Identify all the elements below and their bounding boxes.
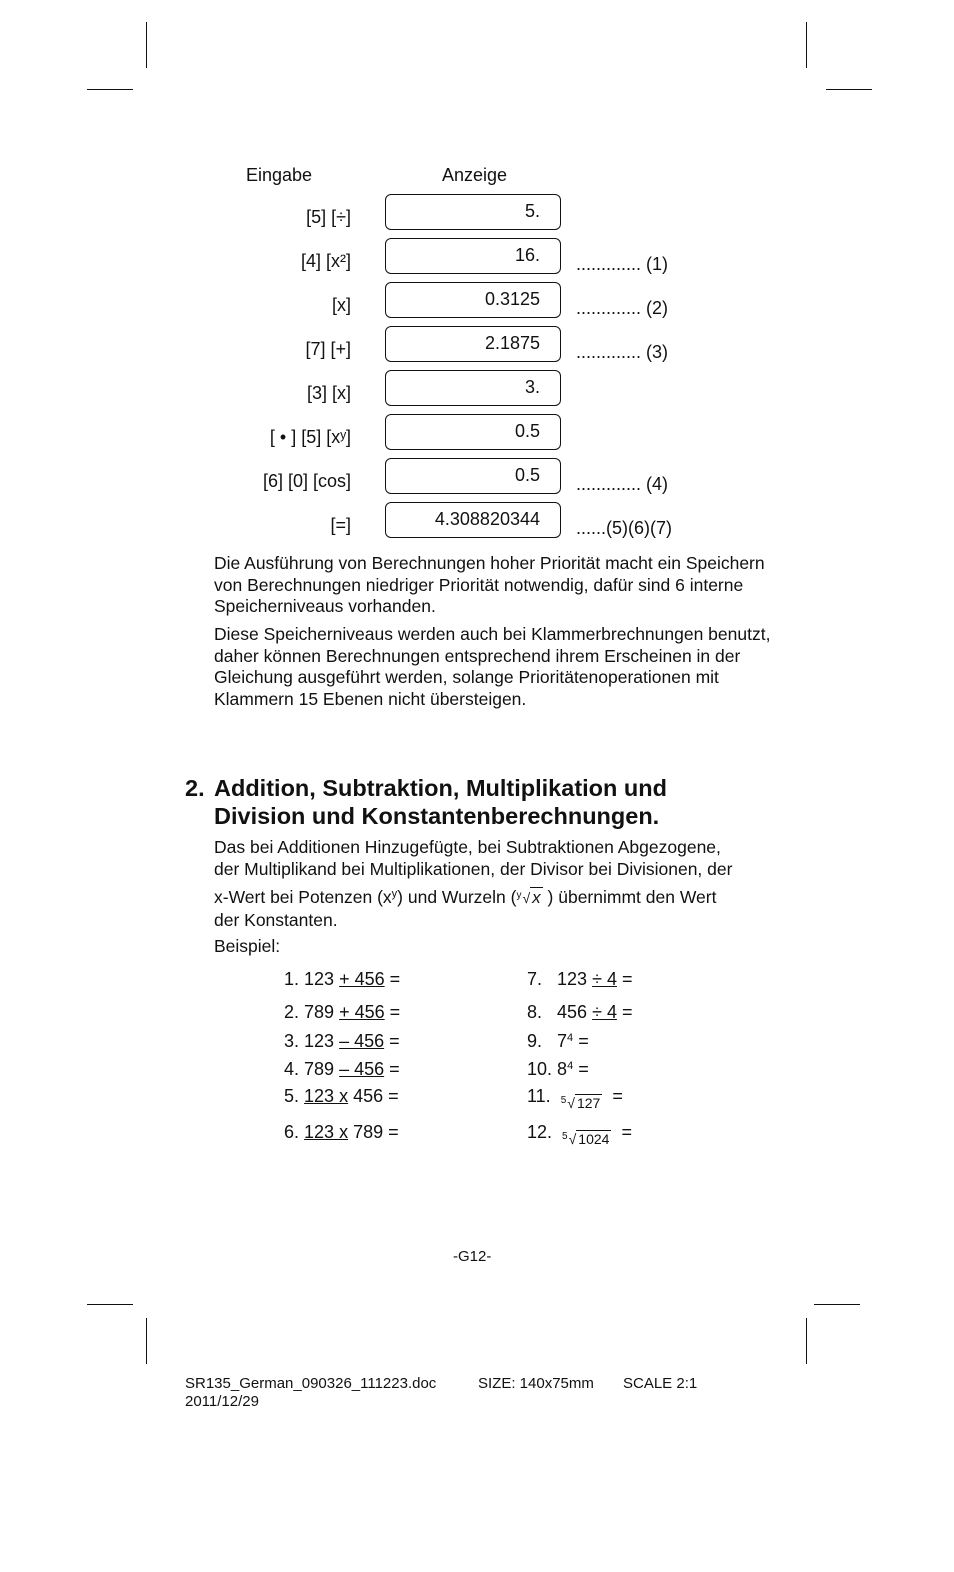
- text-line: Das bei Additionen Hinzugefügte, bei Subtraktionen Abgezogene,: [214, 837, 721, 857]
- equals: =: [389, 1059, 400, 1079]
- crop-mark: [814, 1304, 860, 1305]
- example-9: [527, 1031, 589, 1052]
- key-entry: [4] [x²]: [300, 251, 351, 271]
- operand: 456: [353, 1086, 384, 1106]
- footer-date: 2011/12/29: [185, 1393, 259, 1410]
- example-number: 11.: [527, 1086, 551, 1106]
- crop-mark: [87, 1304, 133, 1305]
- constant-operation: + 456: [339, 1002, 385, 1022]
- example-number: 12.: [527, 1122, 553, 1142]
- operand: 123: [304, 1031, 335, 1051]
- constant-operation: + 456: [339, 969, 385, 989]
- example-3: [284, 1031, 400, 1052]
- step-note: ......(5)(6)(7): [576, 518, 673, 538]
- display-value: 4.308820344: [434, 509, 540, 529]
- step-note: ............. (2): [576, 298, 669, 318]
- section-title-line2: Division und Konstantenberechnungen.: [214, 803, 660, 829]
- operand: 123: [557, 969, 588, 989]
- equals: =: [389, 969, 401, 989]
- step-note: ............. (1): [576, 254, 669, 274]
- display-value: 2.1875: [484, 333, 540, 353]
- page-number: -G12-: [453, 1248, 492, 1265]
- constant-operation: 123 x: [304, 1122, 349, 1142]
- root-index: y: [516, 890, 522, 901]
- example-number: 10.: [527, 1059, 553, 1079]
- display-value: 16.: [514, 245, 540, 265]
- example-5: [284, 1086, 399, 1107]
- equals: =: [622, 969, 633, 989]
- example-12: [527, 1122, 632, 1147]
- text-fragment: x-Wert bei Potenzen (x: [214, 887, 392, 907]
- operand: 456: [557, 1002, 588, 1022]
- base: 7: [557, 1031, 568, 1051]
- example-number: 6.: [284, 1122, 300, 1142]
- example-number: 4.: [284, 1059, 300, 1079]
- equals: =: [578, 1031, 589, 1051]
- radicand: 1024: [578, 1131, 610, 1147]
- example-label: Beispiel:: [214, 936, 281, 956]
- key-entry: [5] [÷]: [306, 207, 351, 227]
- display-value: 0.3125: [484, 289, 540, 309]
- key-entry: [3] [x]: [306, 383, 351, 403]
- example-number: 5.: [284, 1086, 300, 1106]
- crop-mark: [146, 1318, 147, 1364]
- equals: =: [612, 1086, 623, 1106]
- constant-operation: ÷ 4: [592, 1002, 617, 1022]
- operand: 123: [304, 969, 335, 989]
- footer-scale: SCALE 2:1: [623, 1375, 698, 1392]
- equals: =: [388, 1122, 399, 1142]
- example-6: [284, 1122, 399, 1143]
- paragraph-constants: [214, 837, 794, 931]
- display-box: [385, 282, 561, 318]
- base: 8: [557, 1059, 568, 1079]
- constant-operation: – 456: [339, 1031, 385, 1051]
- example-number: 9.: [527, 1031, 543, 1051]
- text-line: der Konstanten.: [214, 909, 338, 930]
- example-7: [527, 969, 633, 990]
- key-entry: [=]: [330, 515, 351, 535]
- constant-operation: 123 x: [304, 1086, 349, 1106]
- crop-mark: [146, 22, 147, 68]
- footer-size: SIZE: 140x75mm: [478, 1375, 594, 1392]
- exponent: 4: [567, 1060, 574, 1072]
- text-line: [214, 884, 794, 910]
- example-11: [527, 1086, 623, 1111]
- root-symbol: $^y$√ x: [516, 888, 541, 907]
- root-index: 5: [562, 1131, 568, 1142]
- crop-mark: [87, 89, 133, 90]
- section-title-line1: Addition, Subtraktion, Multiplikation und: [214, 775, 667, 801]
- paragraph-memory-levels: Diese Speicherniveaus werden auch bei Klammerbrechnungen benutzt, daher können Berechnungen entsprechend ihrem Erscheinen in der Gleichung ausgeführt werden, solange Prioritätenoperationen mit Klammern 15 Ebenen nicht übersteigen.: [214, 624, 771, 709]
- example-number: 3.: [284, 1031, 300, 1051]
- key-entry: [6] [0] [cos]: [262, 471, 351, 491]
- text-fragment: ) übernimmt den Wert: [547, 887, 717, 907]
- display-box: [385, 370, 561, 406]
- equals: =: [389, 1031, 400, 1051]
- key-entry: [7] [+]: [305, 339, 351, 359]
- superscript: y: [391, 888, 398, 900]
- example-1: [284, 969, 400, 990]
- column-header-input: Eingabe: [246, 165, 313, 185]
- radicand: 127: [576, 1095, 601, 1111]
- crop-mark: [806, 1318, 807, 1364]
- equals: =: [621, 1122, 632, 1142]
- example-10: [527, 1059, 589, 1080]
- footer-filename: SR135_German_090326_111223.doc: [185, 1375, 437, 1392]
- crop-mark: [806, 22, 807, 68]
- key-entry: [x]: [331, 295, 351, 315]
- display-box: [385, 238, 561, 274]
- display-value: 5.: [524, 201, 540, 221]
- step-note: ............. (4): [576, 474, 669, 494]
- example-2: [284, 1002, 400, 1023]
- display-box: [385, 414, 561, 450]
- paragraph-priority: Die Ausführung von Berechnungen hoher Priorität macht ein Speichern von Berechnungen niedriger Priorität notwendig, dafür sind 6 interne Speicherniveaus vorhanden.: [214, 553, 765, 616]
- display-box: [385, 326, 561, 362]
- crop-mark: [826, 89, 872, 90]
- display-value: 0.5: [514, 421, 540, 441]
- example-8: [527, 1002, 633, 1023]
- equals: =: [622, 1002, 633, 1022]
- display-value: 0.5: [514, 465, 540, 485]
- step-note: ............. (3): [576, 342, 669, 362]
- example-number: 1.: [284, 969, 300, 989]
- display-value: 3.: [524, 377, 540, 397]
- example-number: 7.: [527, 969, 543, 989]
- operand: 789: [353, 1122, 384, 1142]
- root-index: 5: [560, 1095, 567, 1106]
- constant-operation: – 456: [339, 1059, 385, 1079]
- column-header-display: Anzeige: [442, 165, 508, 185]
- radicand: x: [532, 888, 541, 907]
- display-box: [385, 194, 561, 230]
- display-box: [385, 458, 561, 494]
- operand: 789: [304, 1002, 335, 1022]
- exponent: 4: [567, 1032, 574, 1044]
- equals: =: [388, 1086, 399, 1106]
- text-line: der Multiplikand bei Multiplikationen, der Divisor bei Divisionen, der: [214, 858, 733, 879]
- root-symbol: $^5$√ 1024: [562, 1131, 610, 1147]
- operand: 789: [304, 1059, 335, 1079]
- root-symbol: $^5$√ 127: [560, 1095, 601, 1111]
- example-4: [284, 1059, 400, 1080]
- key-entry: [ • ] [5] [xʸ]: [269, 427, 351, 447]
- equals: =: [578, 1059, 589, 1079]
- example-number: 2.: [284, 1002, 300, 1022]
- display-box: [385, 502, 561, 538]
- text-fragment: ) und Wurzeln (: [397, 887, 517, 907]
- constant-operation: ÷ 4: [592, 969, 617, 989]
- section-number: 2.: [185, 775, 205, 801]
- example-number: 8.: [527, 1002, 543, 1022]
- equals: =: [389, 1002, 401, 1022]
